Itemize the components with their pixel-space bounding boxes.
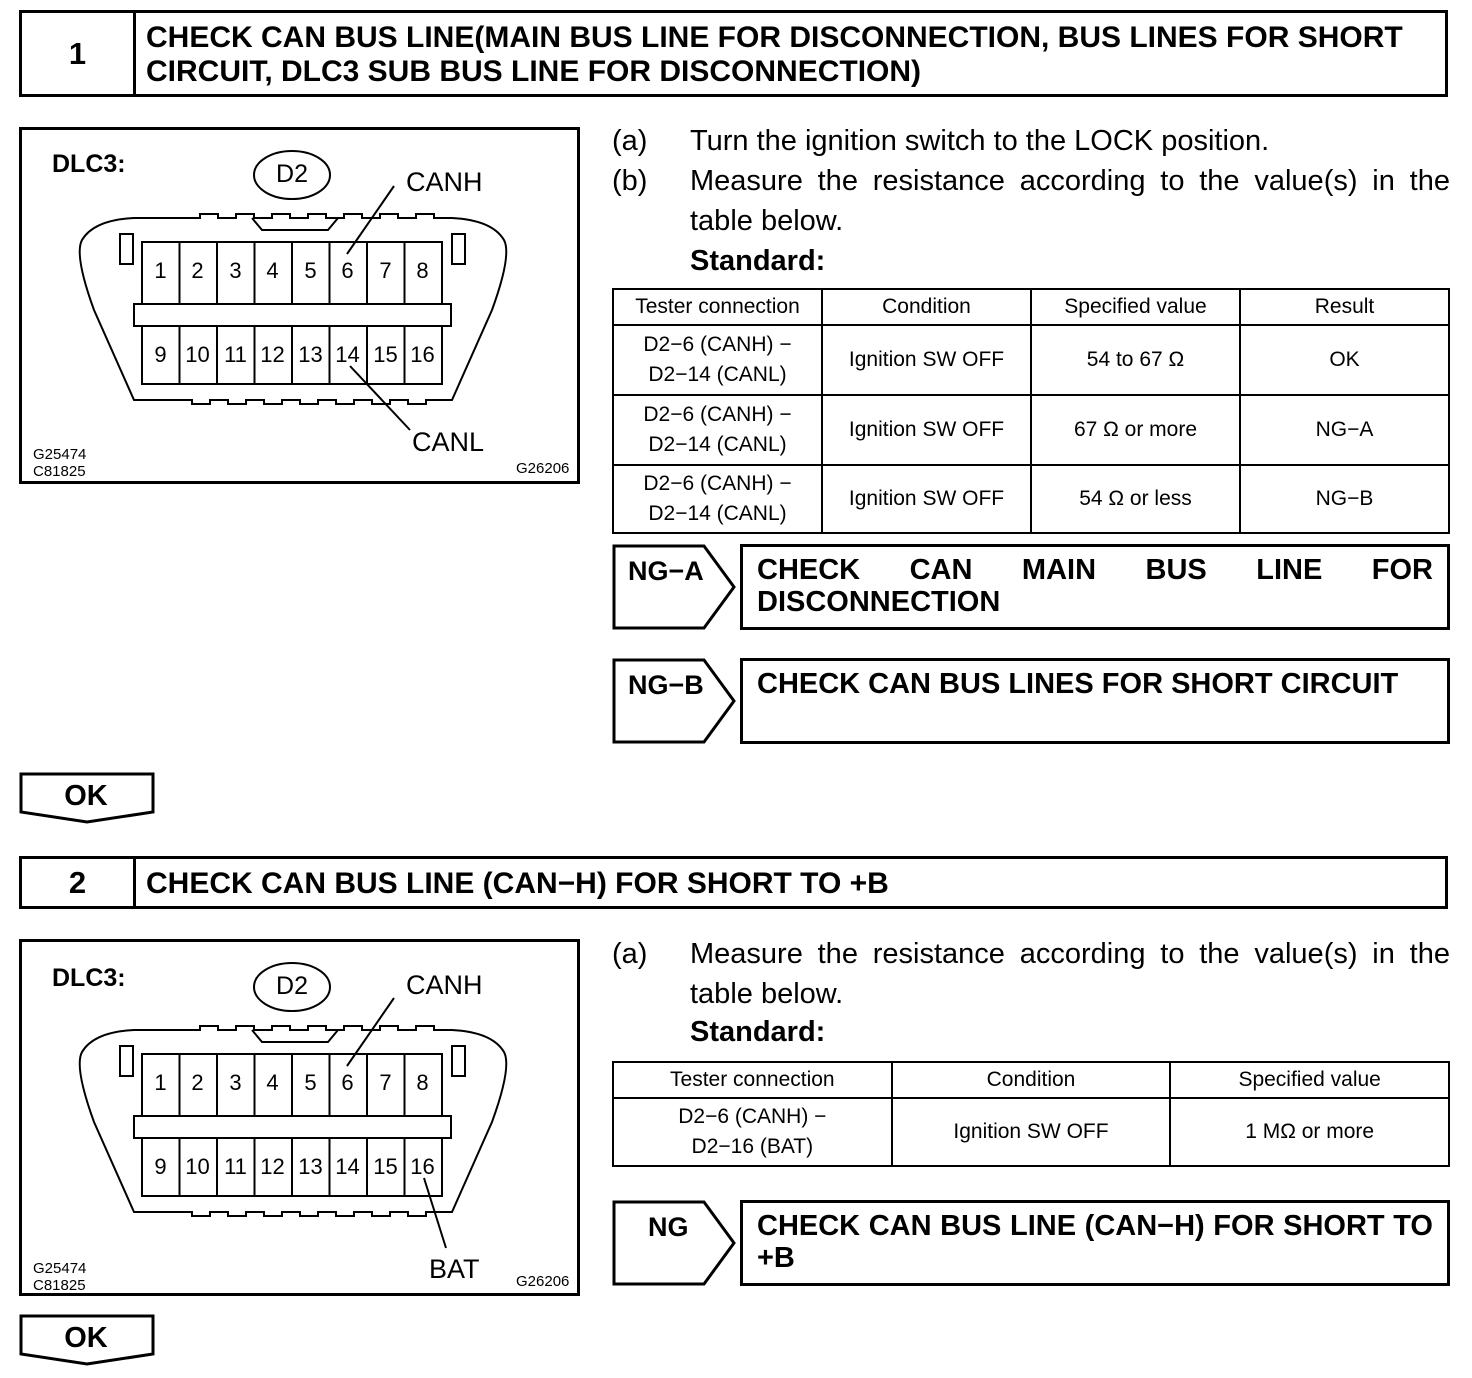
value-cell: 1 MΩ or more (1170, 1098, 1449, 1166)
pin-2: 2 (191, 1070, 204, 1095)
instruction-label: (a) (612, 125, 648, 157)
conn-line: D2−14 (CANL) (648, 502, 787, 525)
pin-4: 4 (266, 258, 279, 283)
pin-12: 12 (260, 342, 285, 367)
instruction-label: (b) (612, 165, 648, 197)
outcome-label: NG (648, 1212, 689, 1242)
value-cell: 54 to 67 Ω (1031, 325, 1240, 395)
pin-9: 9 (154, 1154, 167, 1179)
outcome-box (740, 544, 1450, 630)
conn-line: D2−6 (CANH) − (643, 472, 792, 495)
pin-16: 16 (410, 342, 435, 367)
table-header: Specified value (1031, 289, 1240, 325)
step2-header (19, 856, 1448, 909)
condition-cell: Ignition SW OFF (822, 465, 1031, 533)
pin-5: 5 (304, 1070, 317, 1095)
outcome-ng-b[interactable] (612, 658, 1450, 744)
conn-line: D2−16 (BAT) (691, 1135, 814, 1158)
value-cell: 67 Ω or more (1031, 395, 1240, 465)
tester-connection-cell (613, 395, 822, 465)
pin-11: 11 (224, 342, 247, 367)
conn-line: D2−6 (CANH) − (643, 333, 792, 356)
pin-14: 14 (335, 342, 360, 367)
step2-ok-arrow[interactable] (19, 1314, 156, 1366)
instruction-text: Measure the resistance according to the value(s) in the table below. (690, 165, 1450, 237)
pin-10: 10 (185, 1154, 210, 1179)
outcome-text: CHECK CAN BUS LINES FOR SHORT CIRCUIT (757, 668, 1399, 700)
step1-ok-arrow[interactable] (19, 772, 156, 824)
outcome-box (740, 658, 1450, 744)
table-header: Condition (892, 1062, 1171, 1098)
table-row (613, 395, 1449, 465)
pin-2: 2 (191, 258, 204, 283)
instruction-text: Turn the ignition switch to the LOCK position. (690, 125, 1270, 157)
connector-title: DLC3: (52, 964, 126, 992)
table-header: Result (1240, 289, 1449, 325)
pin-11: 11 (224, 1154, 247, 1179)
standard-label: Standard: (690, 1016, 826, 1048)
pin-12: 12 (260, 1154, 285, 1179)
pin-7: 7 (379, 258, 392, 283)
instruction-text: Measure the resistance according to the value(s) in the table below. (690, 938, 1450, 1010)
outcome-text: CHECK CAN MAIN BUS LINE FOR DISCONNECTION (757, 554, 1433, 618)
outcome-ng-a[interactable] (612, 544, 1450, 630)
pin-6: 6 (341, 258, 354, 283)
outcome-text: CHECK CAN BUS LINE (CAN−H) FOR SHORT TO +B (757, 1210, 1433, 1274)
table-header: Tester connection (613, 289, 822, 325)
pin-1: 1 (154, 258, 167, 283)
step1-dlc3-diagram (19, 127, 580, 484)
standard-label: Standard: (690, 245, 826, 277)
pin-13: 13 (298, 342, 323, 367)
tester-connection-cell (613, 325, 822, 395)
table-row (613, 325, 1449, 395)
label-canl: CANL (412, 427, 485, 457)
tester-connection-cell (613, 465, 822, 533)
table-header: Tester connection (613, 1062, 892, 1098)
ok-label: OK (64, 780, 108, 812)
instruction-label: (a) (612, 938, 648, 970)
outcome-label: NG−B (628, 670, 704, 700)
condition-cell: Ignition SW OFF (822, 325, 1031, 395)
step1-number: 1 (22, 13, 136, 94)
ref-code-right: G26206 (516, 460, 570, 477)
outcome-label: NG−A (628, 556, 704, 586)
ref-code-right: G26206 (516, 1273, 570, 1290)
result-cell: OK (1240, 325, 1449, 395)
outcome-box (740, 1200, 1450, 1286)
step2-instruction-a (612, 934, 1450, 1054)
step2-title: CHECK CAN BUS LINE (CAN−H) FOR SHORT TO +B (146, 867, 889, 900)
step1-title: CHECK CAN BUS LINE(MAIN BUS LINE FOR DISCONNECTION, BUS LINES FOR SHORT CIRCUIT, DLC3 SUB BUS LINE FOR DISCONNECTION) (146, 21, 1403, 88)
pin-10: 10 (185, 342, 210, 367)
pin-4: 4 (266, 1070, 279, 1095)
ref-code-2: C81825 (33, 1277, 86, 1294)
step2-spec-table (612, 1061, 1450, 1167)
ref-code-1: G25474 (33, 446, 87, 463)
pin-1: 1 (154, 1070, 167, 1095)
conn-line: D2−6 (CANH) − (678, 1105, 827, 1128)
value-cell: 54 Ω or less (1031, 465, 1240, 533)
step1-header (19, 10, 1448, 97)
tester-connection-cell (613, 1098, 892, 1166)
conn-line: D2−6 (CANH) − (643, 403, 792, 426)
condition-cell: Ignition SW OFF (822, 395, 1031, 465)
pin-13: 13 (298, 1154, 323, 1179)
result-cell: NG−B (1240, 465, 1449, 533)
pin-3: 3 (229, 1070, 242, 1095)
ok-label: OK (64, 1322, 108, 1354)
label-canh: CANH (406, 167, 483, 197)
outcome-ng[interactable] (612, 1200, 1450, 1286)
step2-number: 2 (22, 859, 136, 906)
label-bat: BAT (429, 1254, 480, 1284)
pin-5: 5 (304, 258, 317, 283)
ref-code-2: C81825 (33, 463, 86, 480)
table-row (613, 465, 1449, 533)
table-header: Condition (822, 289, 1031, 325)
step1-spec-table (612, 288, 1450, 534)
step1-instruction-b (612, 161, 1450, 281)
label-canh: CANH (406, 970, 483, 1000)
connector-title: DLC3: (52, 150, 126, 178)
conn-line: D2−14 (CANL) (648, 433, 787, 456)
connector-code: D2 (276, 972, 308, 1000)
pin-16: 16 (410, 1154, 435, 1179)
step1-instruction-a (612, 121, 1450, 161)
pin-8: 8 (416, 258, 429, 283)
pin-15: 15 (373, 1154, 398, 1179)
pin-7: 7 (379, 1070, 392, 1095)
pin-15: 15 (373, 342, 398, 367)
condition-cell: Ignition SW OFF (892, 1098, 1171, 1166)
pin-9: 9 (154, 342, 167, 367)
step2-dlc3-diagram (19, 939, 580, 1296)
pin-6: 6 (341, 1070, 354, 1095)
ref-code-1: G25474 (33, 1260, 87, 1277)
table-row (613, 1098, 1449, 1166)
conn-line: D2−14 (CANL) (648, 363, 787, 386)
pin-3: 3 (229, 258, 242, 283)
pin-8: 8 (416, 1070, 429, 1095)
connector-code: D2 (276, 160, 308, 188)
result-cell: NG−A (1240, 395, 1449, 465)
table-header: Specified value (1170, 1062, 1449, 1098)
pin-14: 14 (335, 1154, 360, 1179)
